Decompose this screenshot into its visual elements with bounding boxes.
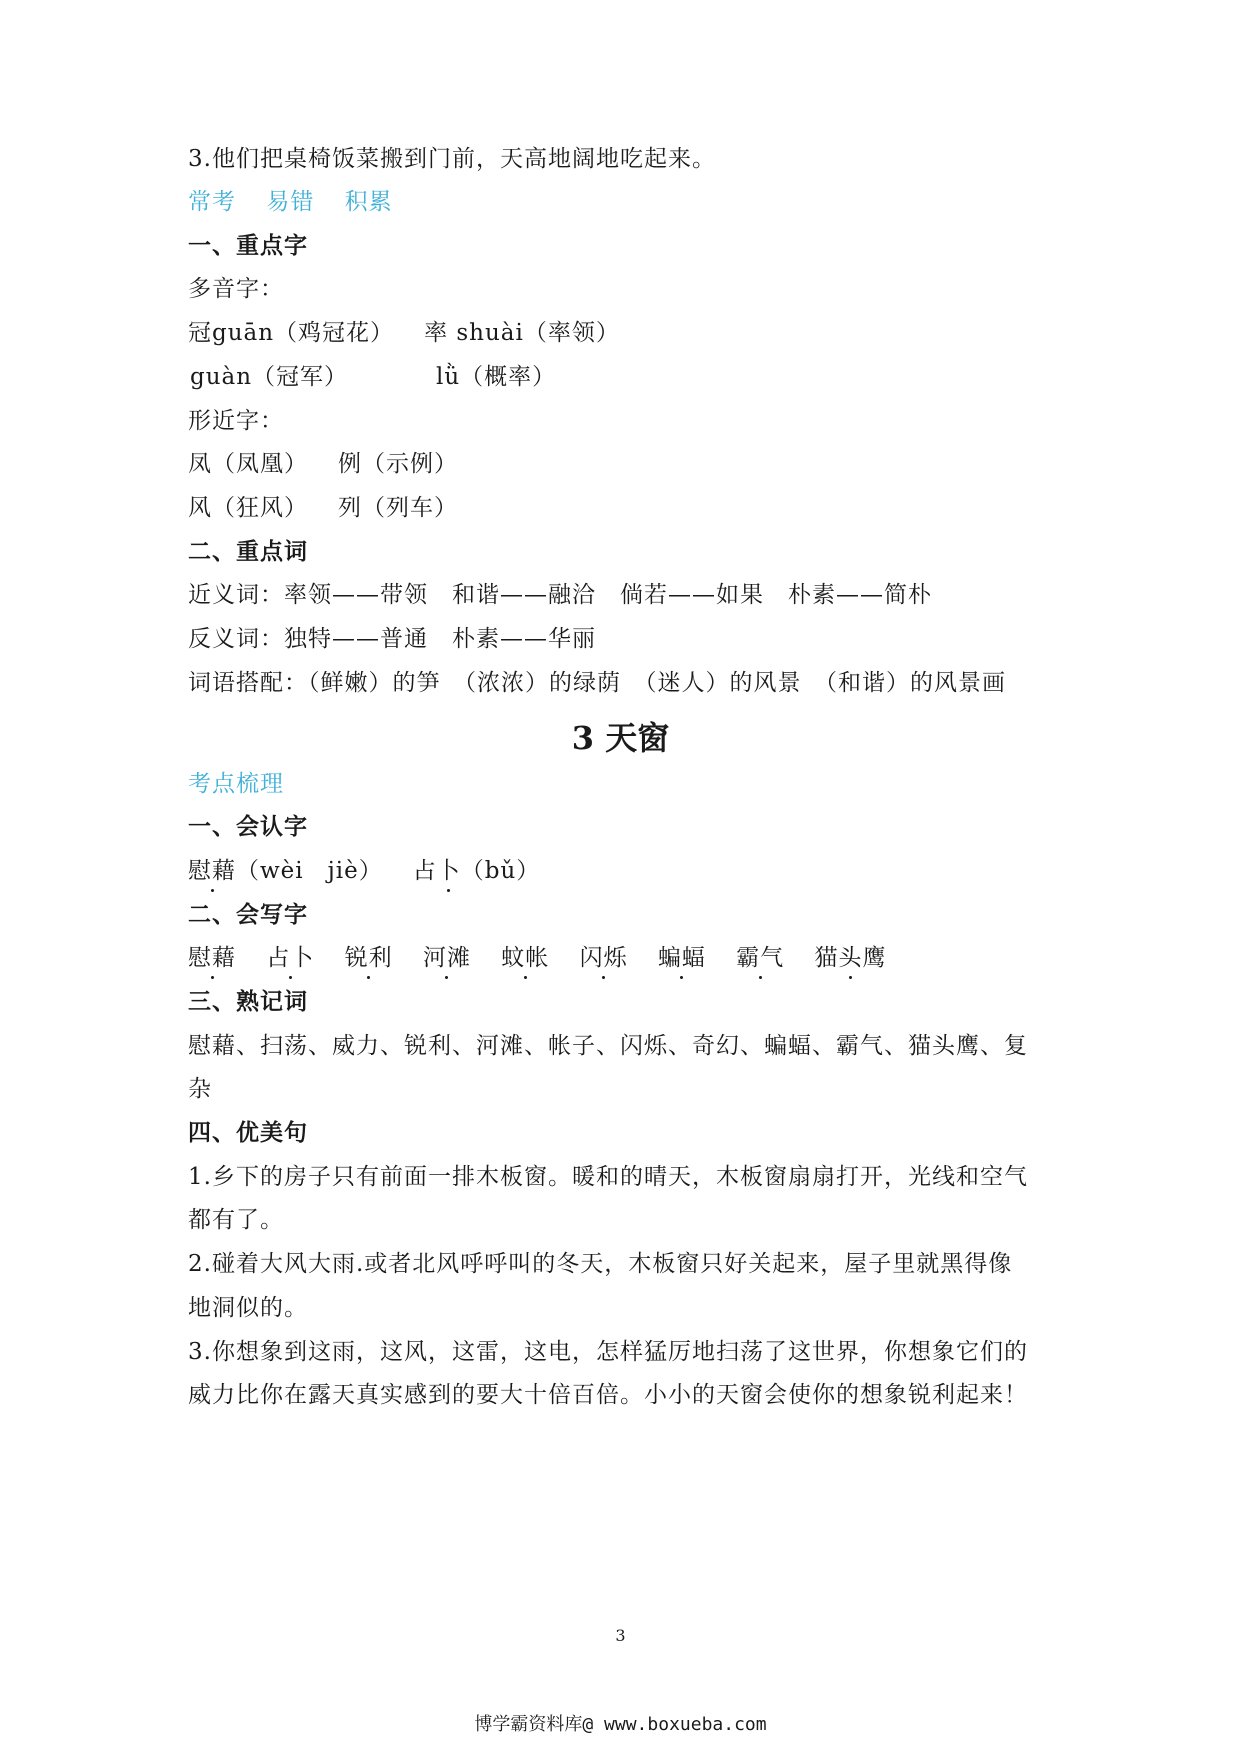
tag-label: 易错: [266, 189, 315, 215]
text-line: 慰藉、扫荡、威力、锐利、河滩、帐子、闪烁、奇幻、蝙蝠、霸气、猫头鹰、复: [188, 1033, 1028, 1059]
text-line: 3.你想象到这雨，这风，这雷，这电，怎样猛厉地扫荡了这世界，你想象它们的: [188, 1339, 1028, 1365]
dotted-char: 卜: [436, 858, 461, 884]
text-line: 多音字：: [188, 276, 284, 302]
write-word: 锐利: [344, 945, 393, 971]
similar-char-row: [188, 493, 458, 523]
write-word: 占卜: [266, 945, 315, 971]
tag-label: 常考: [188, 189, 236, 215]
polyphone-entry: 冠guān（鸡冠花）: [188, 320, 395, 346]
section-label: 考点梳理: [188, 771, 284, 797]
tag-label: 积累: [344, 189, 393, 215]
write-word: 猫头鹰: [814, 945, 887, 971]
write-word: 慰藉: [188, 945, 236, 971]
similar-char-entry: 风（狂风）: [188, 495, 308, 521]
heading: 二、重点词: [188, 539, 308, 565]
write-word: 闪烁: [579, 945, 628, 971]
polyphone-entry: lǜ（概率）: [436, 364, 557, 390]
similar-char-entry: 凤（凤凰）: [188, 451, 308, 477]
polyphone-entry: guàn（冠军）: [190, 364, 349, 390]
heading: 一、重点字: [188, 233, 308, 259]
similar-char-row: [188, 449, 458, 479]
heading: 二、会写字: [188, 902, 308, 928]
text-line: 反义词：独特——普通 朴素——华丽: [188, 626, 596, 652]
word: 占: [412, 858, 437, 884]
text-line: 形近字：: [188, 408, 284, 434]
write-word: 河滩: [422, 945, 471, 971]
text-line: 威力比你在露天真实感到的要大十倍百倍。小小的天窗会使你的想象锐利起来！: [188, 1382, 1028, 1408]
polyphone-row: [190, 362, 556, 392]
text-line: 3.他们把桌椅饭菜搬到门前，天高地阔地吃起来。: [188, 146, 716, 172]
text-line: 2.碰着大风大雨.或者北风呼呼叫的冬天，木板窗只好关起来，屋子里就黑得像: [188, 1251, 1013, 1277]
text-line: 词语搭配：（鲜嫩）的笋 （浓浓）的绿荫 （迷人）的风景 （和谐）的风景画: [188, 670, 1006, 696]
text-line: 1.乡下的房子只有前面一排木板窗。暖和的晴天，木板窗扇扇打开，光线和空气: [188, 1164, 1028, 1190]
polyphone-entry: 率 shuài（率领）: [424, 320, 620, 346]
text-line: 近义词：率领——带领 和谐——融洽 倘若——如果 朴素——简朴: [188, 582, 932, 608]
heading: 一、会认字: [188, 814, 308, 840]
dotted-word: 慰藉: [188, 858, 236, 884]
lesson-title: 3 天窗: [571, 719, 670, 757]
write-word: 蝙蝠: [657, 945, 706, 971]
heading: 三、熟记词: [188, 989, 308, 1015]
polyphone-row: [188, 318, 620, 348]
page-number: 3: [615, 1626, 626, 1645]
similar-char-entry: 例（示例）: [338, 451, 458, 477]
write-word: 霸气: [736, 945, 785, 971]
footer-watermark: 博学霸资料库@ www.boxueba.com: [474, 1714, 767, 1735]
pinyin: （bǔ）: [460, 858, 541, 884]
pinyin: （wèi jiè）: [236, 858, 383, 884]
text-line: 杂: [188, 1076, 212, 1102]
text-line: 地洞似的。: [188, 1295, 308, 1321]
write-words-row: [188, 943, 887, 973]
text-line: 都有了。: [188, 1207, 284, 1233]
recognize-chars-row: [188, 856, 540, 886]
section-label-tags: [188, 187, 415, 217]
write-word: 蚊帐: [501, 945, 550, 971]
similar-char-entry: 列（列车）: [338, 495, 458, 521]
heading: 四、优美句: [188, 1120, 308, 1146]
